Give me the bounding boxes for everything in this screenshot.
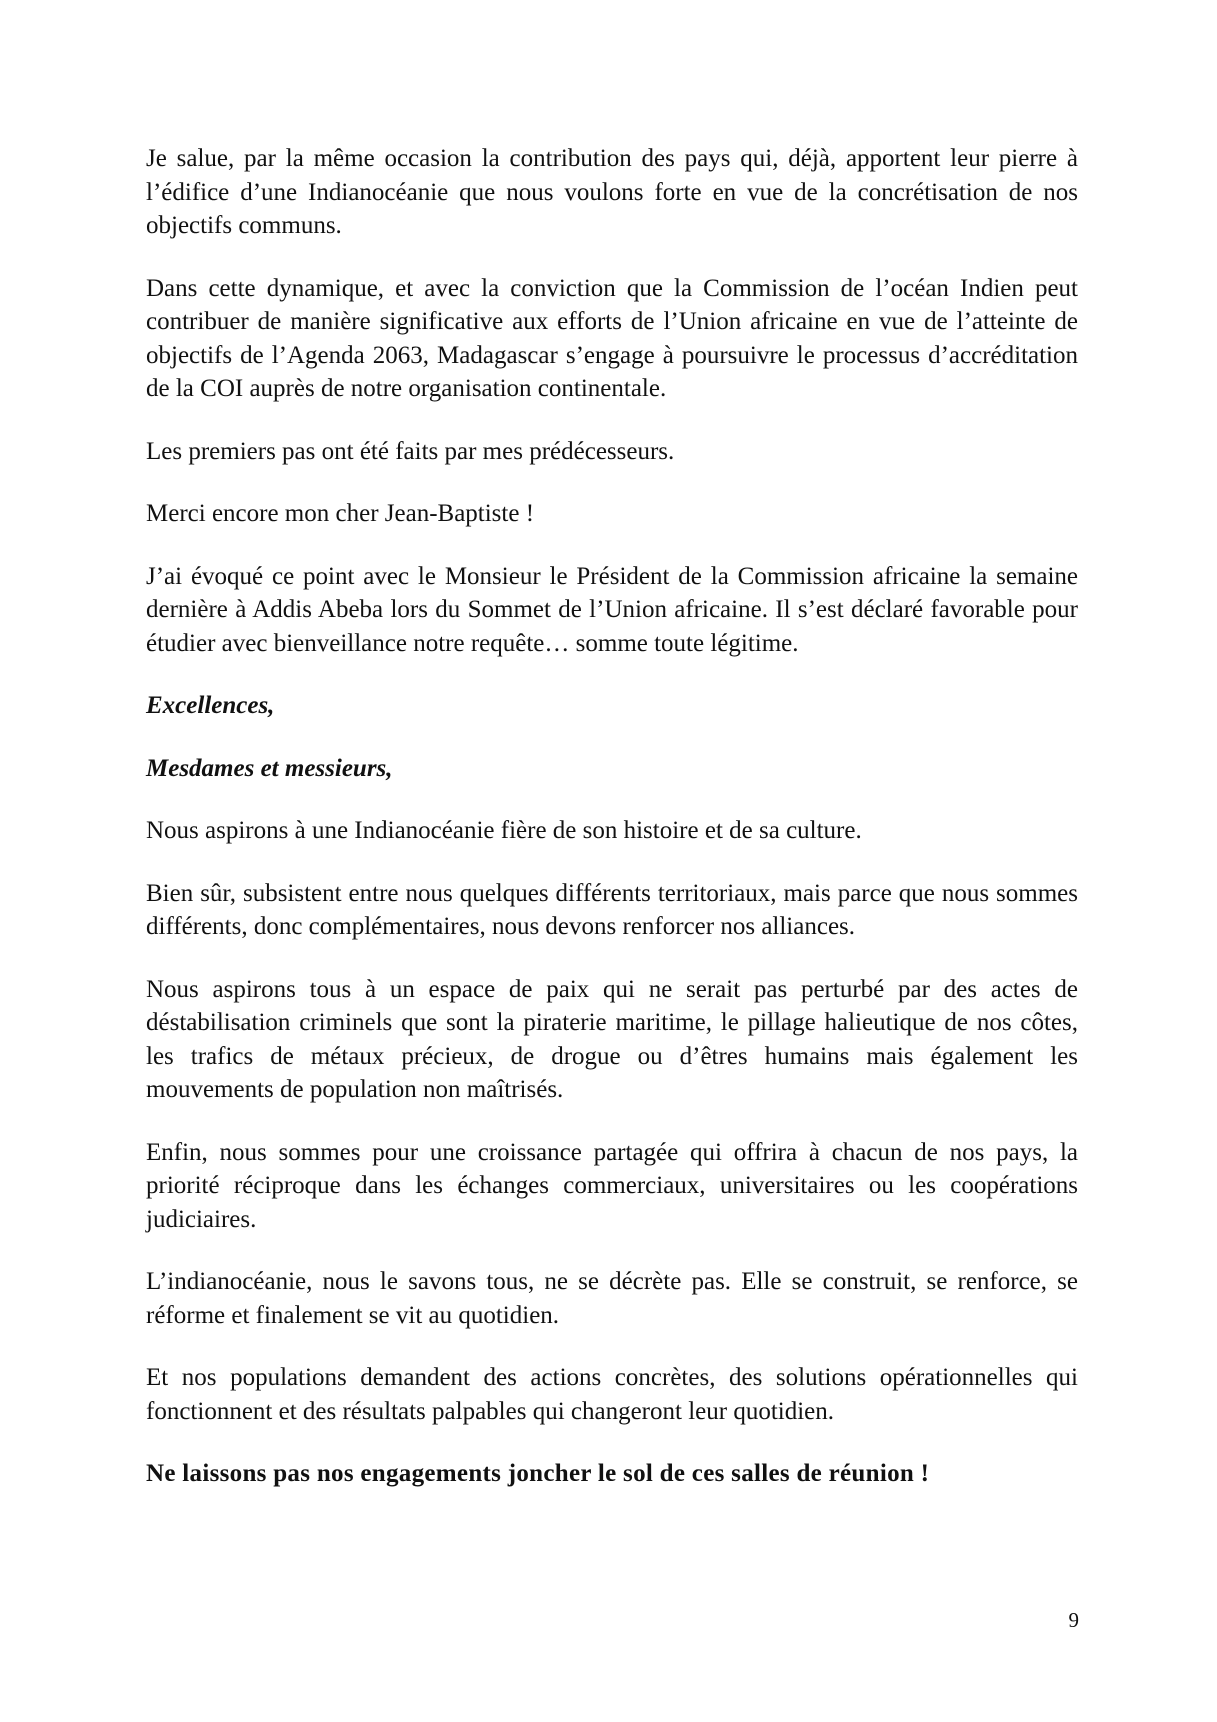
paragraph-addis-abeba: J’ai évoqué ce point avec le Monsieur le Président de la Commission africaine la semaine dernière à Addis Abeba lors du Sommet de l’Union africaine. Il s’est déclaré favorable pour étudier avec bienveillance notre requête… somme toute légitime. <box>146 562 1078 657</box>
closing-statement: Ne laissons pas nos engagements joncher le sol de ces salles de réunion ! <box>146 1460 930 1487</box>
salutation-excellences: Excellences, <box>146 692 275 719</box>
paragraph-accreditation: Dans cette dynamique, et avec la conviction que la Commission de l’océan Indien peut contribuer de manière significative aux efforts de l’Union africaine en vue de l’atteinte de objectifs de l’Agenda 2063, Madagascar s’engage à poursuivre le processus d’accréditation de la COI auprès de notre organisation continentale. <box>146 274 1078 402</box>
document-page <box>146 142 1078 1491</box>
paragraph-croissance-partagee: Enfin, nous sommes pour une croissance partagée qui offrira à chacun de nos pays, la priorité réciproque dans les échanges commerciaux, universitaires ou les coopérations judiciaires. <box>146 1138 1078 1233</box>
paragraph-differents-territoriaux: Bien sûr, subsistent entre nous quelques différents territoriaux, mais parce que nous sommes différents, donc complémentaires, nous devons renforcer nos alliances. <box>146 879 1078 940</box>
paragraph-histoire-culture: Nous aspirons à une Indianocéanie fière de son histoire et de sa culture. <box>146 817 862 844</box>
paragraph-premiers-pas: Les premiers pas ont été faits par mes prédécesseurs. <box>146 437 675 465</box>
page-number: 9 <box>1068 1608 1079 1632</box>
paragraph-actions-concretes: Et nos populations demandent des actions concrètes, des solutions opérationnelles qui fonctionnent et des résultats palpables qui changeront leur quotidien. <box>146 1364 1078 1425</box>
paragraph-espace-de-paix: Nous aspirons tous à un espace de paix qui ne serait pas perturbé par des actes de déstabilisation criminels que sont la piraterie maritime, le pillage halieutique de nos côtes, les trafics de métaux précieux, de drogue ou d’êtres humains mais également les mouvements de population non maîtrisés. <box>146 975 1078 1103</box>
paragraph-contribution: Je salue, par la même occasion la contribution des pays qui, déjà, apportent leur pierre à l’édifice d’une Indianocéanie que nous voulons forte en vue de la concrétisation de nos objectifs communs. <box>146 145 1078 239</box>
paragraph-indianoceanie: L’indianocéanie, nous le savons tous, ne se décrète pas. Elle se construit, se renforce, se réforme et finalement se vit au quotidien. <box>146 1268 1078 1329</box>
salutation-mesdames: Mesdames et messieurs, <box>146 754 393 782</box>
paragraph-merci: Merci encore mon cher Jean-Baptiste ! <box>146 500 535 527</box>
